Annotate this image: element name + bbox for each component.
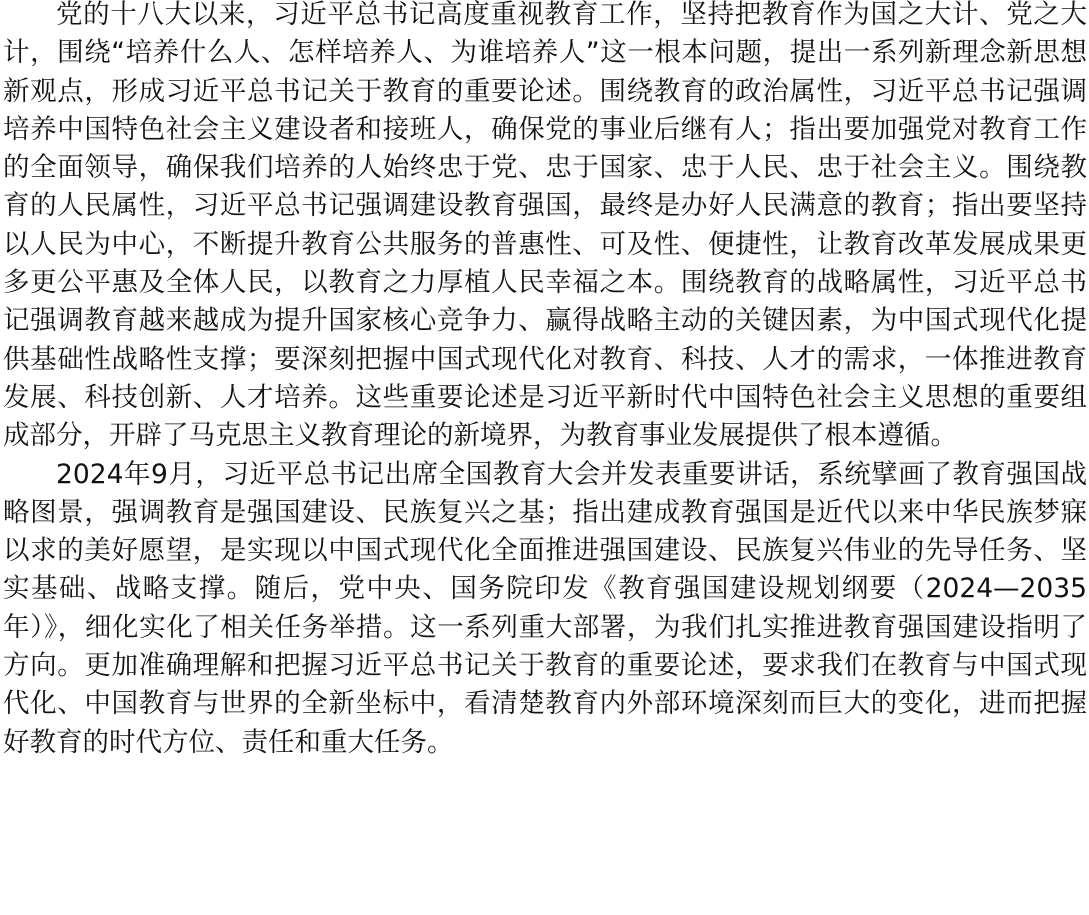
article-paragraph-1: 党的十八大以来，习近平总书记高度重视教育工作，坚持把教育作为国之大计、党之大计，围绕“培养什么人、怎样培养人、为谁培养人”这一根本问题，提出一系列新理念新思想新观点，形成习近平总书记关于教育的重要论述。围绕教育的政治属性，习近平总书记强调培养中国特色社会主义建设者和接班人，确保党的事业后继有人；指出要加强党对教育工作的全面领导，确保我们培养的人始终忠于党、忠于国家、忠于人民、忠于社会主义。围绕教育的人民属性，习近平总书记强调建设教育强国，最终是办好人民满意的教育；指出要坚持以人民为中心，不断提升教育公共服务的普惠性、可及性、便捷性，让教育改革发展成果更多更公平惠及全体人民，以教育之力厚植人民幸福之本。围绕教育的战略属性，习近平总书记强调教育越来越成为提升国家核心竞争力、赢得战略主动的关键因素，为中国式现代化提供基础性战略性支撑；要深刻把握中国式现代化对教育、科技、人才的需求，一体推进教育发展、科技创新、人才培养。这些重要论述是习近平新时代中国特色社会主义思想的重要组成部分，开辟了马克思主义教育理论的新境界，为教育事业发展提供了根本遵循。: [3, 0, 1087, 452]
article-paragraph-2: 2024年9月，习近平总书记出席全国教育大会并发表重要讲话，系统擘画了教育强国战略图景，强调教育是强国建设、民族复兴之基；指出建成教育强国是近代以来中华民族梦寐以求的美好愿望，是实现以中国式现代化全面推进强国建设、民族复兴伟业的先导任务、坚实基础、战略支撑。随后，党中央、国务院印发《教育强国建设规划纲要（2024—2035年）》，细化实化了相关任务举措。这一系列重大部署，为我们扎实推进教育强国建设指明了方向。更加准确理解和把握习近平总书记关于教育的重要论述，要求我们在教育与中国式现代化、中国教育与世界的全新坐标中，看清楚教育内外部环境深刻而巨大的变化，进而把握好教育的时代方位、责任和重大任务。: [3, 458, 1087, 758]
